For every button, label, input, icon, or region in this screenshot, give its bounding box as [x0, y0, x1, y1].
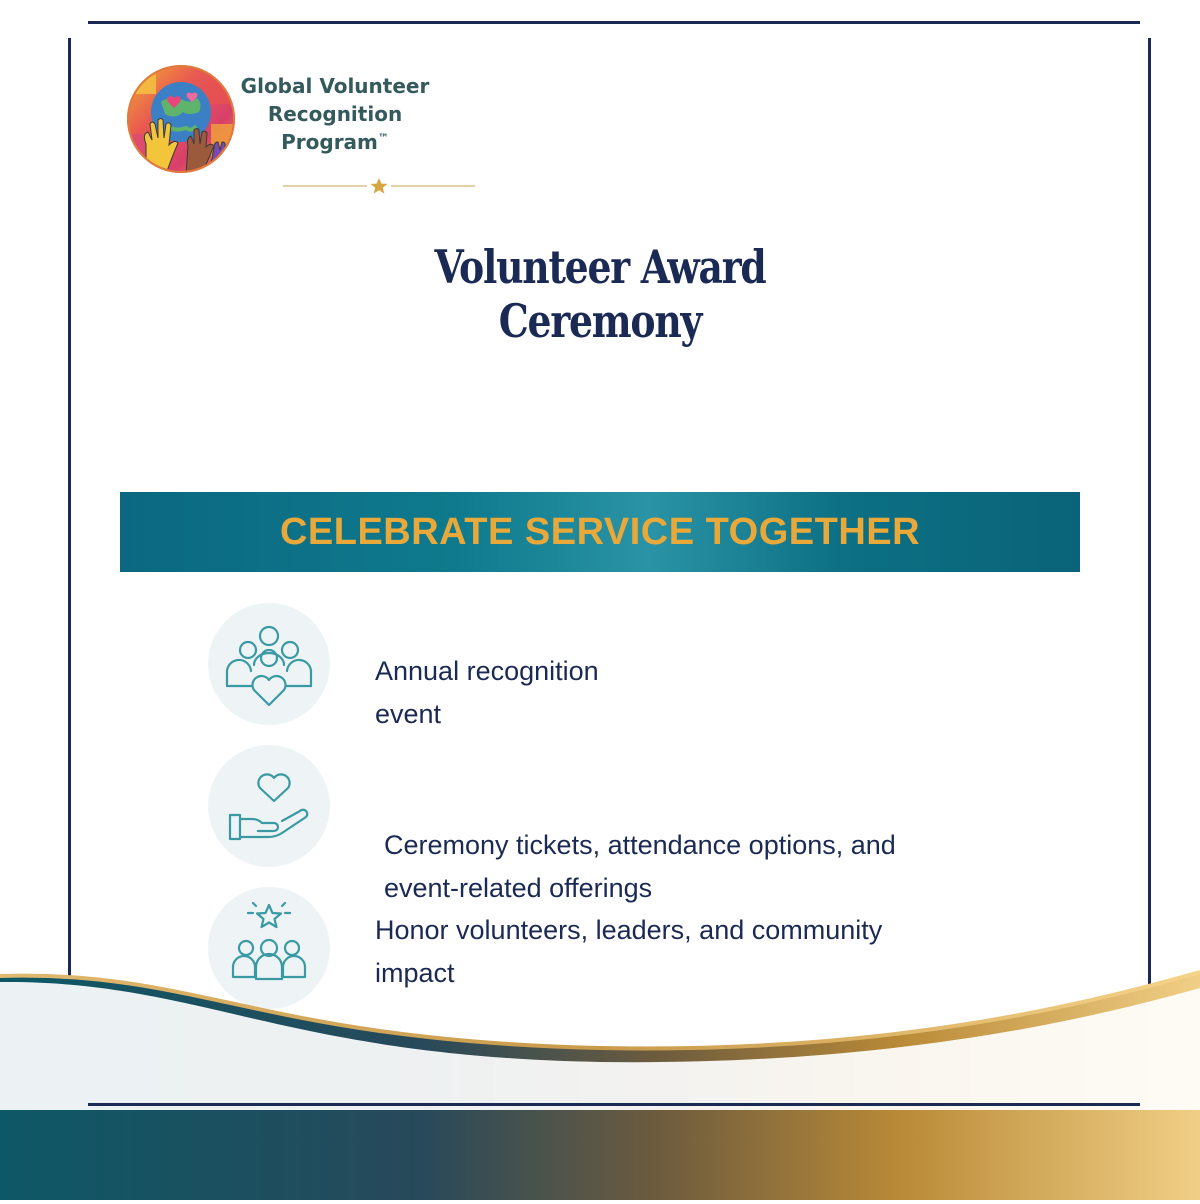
- page-title: Volunteer Award Ceremony: [434, 240, 766, 348]
- frame-top-line: [88, 21, 1140, 24]
- organization-logo: [126, 64, 236, 174]
- banner: [120, 492, 1080, 572]
- decorative-wave: [0, 960, 1200, 1200]
- frame-bottom-line: [88, 1103, 1140, 1106]
- heart-hand-icon: [208, 745, 330, 867]
- frame-left-line: [68, 38, 71, 998]
- organization-name: Global Volunteer Recognition Program™: [240, 74, 430, 154]
- star-icon: [371, 178, 388, 194]
- feature-text-honor: Honor volunteers, leaders, and community impact: [375, 915, 883, 988]
- feature-text-tickets: Ceremony tickets, attendance options, and event-related offerings: [384, 830, 896, 903]
- group-heart-icon: [208, 603, 330, 725]
- feature-text-annual-event: Annual recognition event: [375, 656, 599, 729]
- banner-text: CELEBRATE SERVICE TOGETHER: [279, 510, 921, 553]
- star-divider: [283, 176, 475, 196]
- frame-right-line: [1148, 38, 1151, 998]
